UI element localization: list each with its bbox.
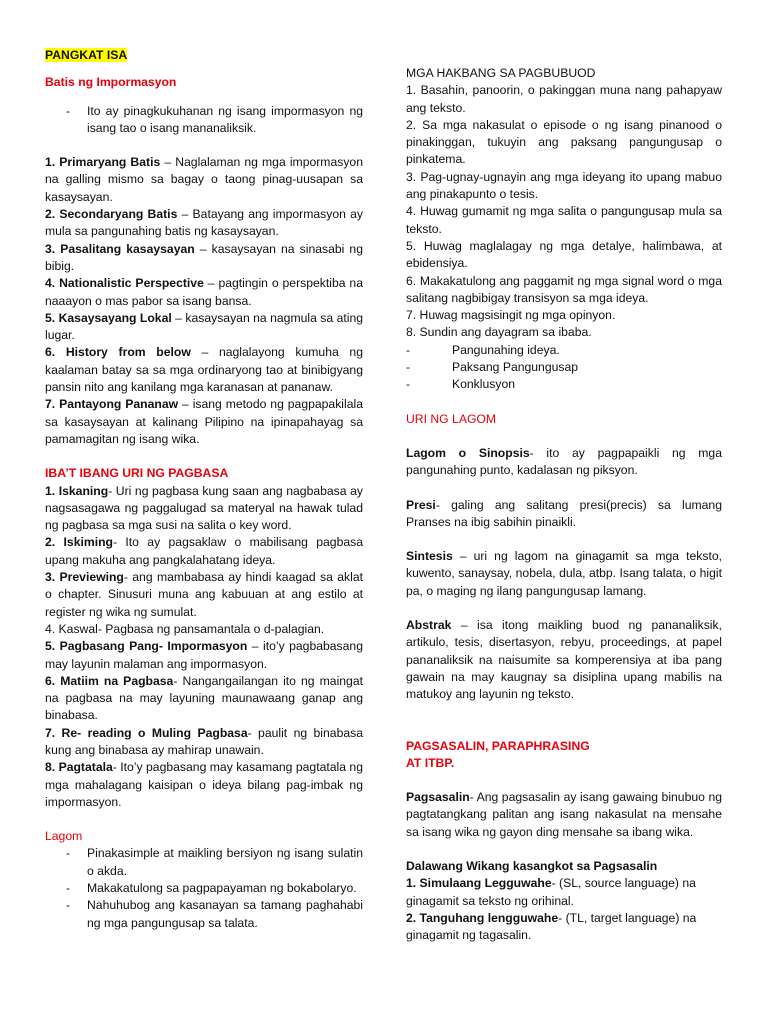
dash-bullet: - xyxy=(66,898,71,913)
hakbang-item: 7. Huwag magsisingit ng mga opinyon. xyxy=(406,308,616,323)
uri-lagom-heading: URI NG LAGOM xyxy=(406,411,497,426)
hakbang-item: 5. Huwag maglalagay ng mga detalye, halimbawa, at ebidensiya. xyxy=(406,238,722,271)
lagom-heading: Lagom xyxy=(45,829,83,844)
pagbasa-item: 2. Iskiming- Ito ay pagsaklaw o mabilisang pagbasa upang makuha ang pangkalahatang ideya. xyxy=(45,535,363,567)
dayagram-item: - Pangunahing ideya. xyxy=(406,342,722,359)
pagsasalin-definition: Pagsasalin- Ang pagsasalin ay isang gawaing binubuo ng pagtatangkang palitan ang isang nakasulat na mensahe sa isang wika ng gayon ding mensahe sa ibang wika. xyxy=(406,790,722,839)
pangkat-label: PANGKAT ISA xyxy=(45,48,128,62)
pagsasalin-heading: PAGSASALIN, PARAPHRASING AT ITBP. xyxy=(406,738,590,770)
hakbang-item: 6. Makakatulong ang paggamit ng mga signal word o mga salitang nagbibigay transisyon sa mga ideya. xyxy=(406,273,722,305)
pagbasa-heading: IBA’T IBANG URI NG PAGBASA xyxy=(45,466,229,481)
batis-item: 4. Nationalistic Perspective – pagtingin o perspektiba na naaayon o mas pabor sa isang bansa. xyxy=(45,276,363,308)
dash-bullet: - xyxy=(406,377,411,392)
dash-bullet: - xyxy=(66,103,71,118)
pagbasa-item: 5. Pagbasang Pang- Impormasyon – ito’y pagbabasang may layunin malaman ang impormasyon. xyxy=(45,639,363,671)
right-column xyxy=(406,0,722,944)
wika-item: 1. Simulaang Legguwahe- (SL, source language) na ginagamit sa teksto ng orihinal. xyxy=(406,876,696,908)
batis-item: 2. Secondaryang Batis – Batayang ang impormasyon ay mula sa pangunahing batis ng kasaysayan. xyxy=(45,207,363,239)
dayagram-item: - Paksang Pangungusap xyxy=(406,359,722,376)
dash-bullet: - xyxy=(406,342,411,357)
hakbang-list xyxy=(406,82,722,341)
batis-item: 1. Primaryang Batis – Naglalaman ng mga impormasyon na galling mismo sa bagay o taong pinag-uusapan sa kasaysayan. xyxy=(45,155,363,204)
pagbasa-item: 3. Previewing- ang mambabasa ay hindi kaagad sa aklat o chapter. Sinusuri muna ang kabuuan at ang estilo at register ng wika ng sumulat. xyxy=(45,570,363,619)
hakbang-heading: MGA HAKBANG SA PAGBUBUOD xyxy=(406,66,596,80)
pagbasa-item: 1. Iskaning- Uri ng pagbasa kung saan ang nagbabasa ay nagsasagawa ng paggalugad sa materyal na hawak tulad ng pagbasa sa mga susi na salita o key word. xyxy=(45,483,363,533)
batis-heading: Batis ng Impormasyon xyxy=(45,75,177,90)
hakbang-item: 8. Sundin ang dayagram sa ibaba. xyxy=(406,325,592,340)
pagbasa-item: 8. Pagtatala- Ito’y pagbasang may kasamang pagtatala ng mga mahalagang kaisipan o ideya bilang pag-imbak ng impormasyon. xyxy=(45,760,363,809)
uri-lagom-item: Sintesis – uri ng lagom na ginagamit sa mga teksto, kuwento, sanaysay, nobela, dula, atbp. Isang talata, o higit pa, o maging ng ilang pangungusap lamang. xyxy=(406,549,722,598)
dash-bullet: - xyxy=(66,846,71,861)
batis-definition xyxy=(45,103,363,138)
lagom-list xyxy=(45,845,363,931)
pagbasa-item: 6. Matiim na Pagbasa- Nangangailangan ito ng maingat na pagbasa na may layuning maunawaang ganap ang binabasa. xyxy=(45,673,363,723)
dash-bullet: - xyxy=(406,360,411,375)
uri-lagom-item: Lagom o Sinopsis- ito ay pagpapaikli ng mga pangunahing punto, kadalasan ng piksyon. xyxy=(406,445,722,478)
batis-definition-text: Ito ay pinagkukuhanan ng isang impormasyon ng isang tao o isang mananaliksik. xyxy=(87,103,363,135)
batis-item: 6. History from below – naglalayong kumuha ng kaalaman batay sa sa mga ordinaryong tao at binibigyang pansin nito ang kanilang mga karanasan at pananaw. xyxy=(45,345,363,395)
lagom-item: - Pinakasimple at maikling bersiyon ng isang sulatin o akda. xyxy=(45,845,363,880)
pagbasa-item: 7. Re- reading o Muling Pagbasa- paulit ng binabasa kung ang binabasa ay mahirap unawain. xyxy=(45,725,363,757)
batis-item: 7. Pantayong Pananaw – isang metodo ng pagpapakilala sa kasaysayan at kalinang Pilipino na ipinapahayag sa pamamagitan ng isang wika. xyxy=(45,397,363,446)
lagom-item: - Nahuhubog ang kasanayan sa tamang paghahabi ng mga pangungusap sa talata. xyxy=(45,897,363,932)
hakbang-item: 4. Huwag gumamit ng mga salita o pangungusap mula sa teksto. xyxy=(406,204,722,236)
wika-item: 2. Tanguhang lengguwahe- (TL, target language) na ginagamit ng tagasalin. xyxy=(406,910,697,943)
hakbang-item: 2. Sa mga nakasulat o episode o ng isang pinanood o pinakinggan, tukuyin ang paksang pangungusap o pinkatema. xyxy=(406,117,722,167)
pagbasa-list xyxy=(45,483,363,812)
uri-lagom-item: Presi- galing ang salitang presi(precis) sa lumang Pranses na ibig sabihin pinaikli. xyxy=(406,497,722,529)
hakbang-item: 3. Pag-ugnay-ugnayin ang mga ideyang ito upang mabuo ang pinakapunto o tesis. xyxy=(406,169,722,202)
dayagram-list xyxy=(406,342,722,394)
lagom-item: - Makakatulong sa pagpapayaman ng bokabolaryo. xyxy=(45,880,363,897)
hakbang-item: 1. Basahin, panoorin, o pakinggan muna nang pahapyaw ang teksto. xyxy=(406,83,722,115)
batis-item: 3. Pasalitang kasaysayan – kasaysayan na sinasabi ng bibig. xyxy=(45,241,363,273)
left-column xyxy=(45,0,363,932)
uri-lagom-item: Abstrak – isa itong maikling buod ng pananaliksik, artikulo, tesis, disertasyon, rebyu, proceedings, at papel pananaliksik na naisumite sa komperensiya at iba pang gawain na may kaugnay sa disiplina upang mabilis na matukoy ang layunin ng teksto. xyxy=(406,618,722,702)
dash-bullet: - xyxy=(66,881,71,896)
pagbasa-item: 4. Kaswal- Pagbasa ng pansamantala o d-palagian. xyxy=(45,621,325,636)
dayagram-item: - Konklusyon xyxy=(406,376,722,393)
batis-item: 5. Kasaysayang Lokal – kasaysayan na nagmula sa ating lugar. xyxy=(45,310,363,343)
batis-list xyxy=(45,154,363,448)
dalawang-wika-heading: Dalawang Wikang kasangkot sa Pagsasalin xyxy=(406,858,658,873)
